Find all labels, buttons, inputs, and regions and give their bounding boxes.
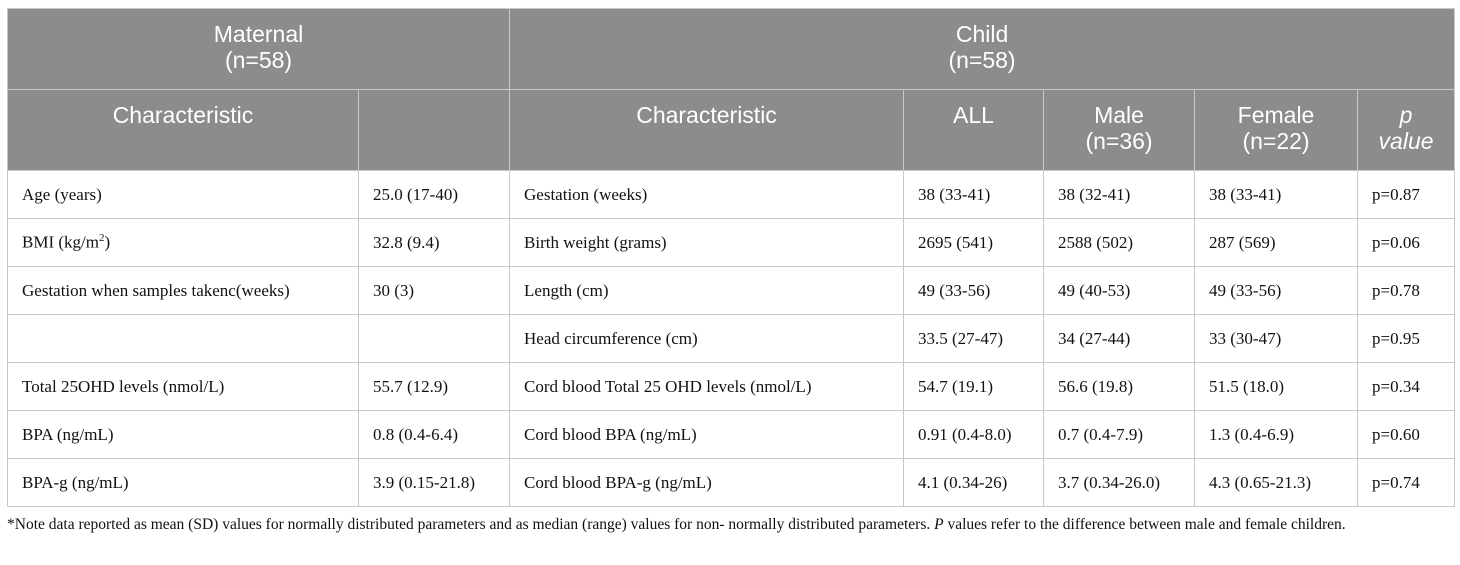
female-value-cell-text: 287 (569) bbox=[1209, 232, 1276, 252]
p-value-header-p: p bbox=[1399, 102, 1413, 128]
child-characteristic-header: Characteristic bbox=[510, 90, 904, 171]
maternal-value-cell-text: 55.7 (12.9) bbox=[373, 376, 449, 396]
male-value-cell bbox=[1044, 315, 1195, 363]
maternal-value-cell-text: 0.8 (0.4-6.4) bbox=[373, 424, 458, 444]
child-characteristic-cell bbox=[510, 459, 904, 507]
all-value-cell-text: 33.5 (27-47) bbox=[918, 328, 1003, 348]
table-row bbox=[8, 363, 1455, 411]
female-value-cell-text: 4.3 (0.65-21.3) bbox=[1209, 472, 1311, 492]
child-characteristic-cell-text: Length (cm) bbox=[524, 280, 609, 300]
maternal-value-cell-text: 25.0 (17-40) bbox=[373, 184, 458, 204]
child-characteristic-cell bbox=[510, 315, 904, 363]
male-value-cell bbox=[1044, 267, 1195, 315]
p-value-cell-text: p=0.78 bbox=[1372, 280, 1420, 300]
male-value-cell-text: 56.6 (19.8) bbox=[1058, 376, 1134, 396]
p-value-cell-text: p=0.60 bbox=[1372, 424, 1420, 444]
characteristics-table bbox=[7, 8, 1455, 507]
male-value-cell bbox=[1044, 219, 1195, 267]
table-body bbox=[8, 171, 1455, 507]
female-value-cell-text: 1.3 (0.4-6.9) bbox=[1209, 424, 1294, 444]
maternal-characteristic-cell-text: BPA (ng/mL) bbox=[22, 424, 114, 444]
maternal-value-cell bbox=[359, 171, 510, 219]
p-value-cell-text: p=0.87 bbox=[1372, 184, 1420, 204]
all-value-cell bbox=[904, 171, 1044, 219]
all-value-cell bbox=[904, 267, 1044, 315]
maternal-characteristic-cell-text: Age (years) bbox=[22, 184, 102, 204]
child-characteristic-cell-text: Cord blood Total 25 OHD levels (nmol/L) bbox=[524, 376, 812, 396]
p-value-cell bbox=[1358, 363, 1455, 411]
superscript: 2 bbox=[98, 232, 105, 245]
child-characteristic-cell-text: Gestation (weeks) bbox=[524, 184, 648, 204]
child-characteristic-cell bbox=[510, 411, 904, 459]
child-group-header bbox=[510, 9, 1455, 90]
male-value-cell bbox=[1044, 363, 1195, 411]
female-value-cell-text: 49 (33-56) bbox=[1209, 280, 1282, 300]
p-value-cell-text: p=0.06 bbox=[1372, 232, 1420, 252]
p-value-header-value: value bbox=[1378, 128, 1434, 154]
p-value-cell bbox=[1358, 411, 1455, 459]
table-row bbox=[8, 171, 1455, 219]
female-header bbox=[1195, 90, 1358, 171]
p-value-cell-text: p=0.34 bbox=[1372, 376, 1420, 396]
maternal-characteristic-cell bbox=[8, 363, 359, 411]
all-value-cell bbox=[904, 219, 1044, 267]
all-value-cell-text: 2695 (541) bbox=[918, 232, 994, 252]
female-value-cell bbox=[1195, 411, 1358, 459]
p-value-cell bbox=[1358, 315, 1455, 363]
all-value-cell bbox=[904, 411, 1044, 459]
child-characteristic-cell bbox=[510, 219, 904, 267]
female-value-cell bbox=[1195, 171, 1358, 219]
male-header-label: Male bbox=[1094, 102, 1144, 128]
footnote-text-end: values refer to the difference between male and female children. bbox=[943, 516, 1346, 533]
male-value-cell-text: 3.7 (0.34-26.0) bbox=[1058, 472, 1160, 492]
child-characteristic-cell-text: Cord blood BPA-g (ng/mL) bbox=[524, 472, 712, 492]
maternal-value-cell bbox=[359, 219, 510, 267]
all-value-cell-text: 0.91 (0.4-8.0) bbox=[918, 424, 1012, 444]
footnote bbox=[7, 515, 1455, 535]
male-value-cell bbox=[1044, 459, 1195, 507]
maternal-characteristic-cell-text: BMI (kg/m bbox=[22, 232, 99, 252]
maternal-characteristic-cell bbox=[8, 315, 359, 363]
maternal-value-cell-text: 3.9 (0.15-21.8) bbox=[373, 472, 475, 492]
female-header-label: Female bbox=[1237, 102, 1315, 128]
female-value-cell-text: 33 (30-47) bbox=[1209, 328, 1282, 348]
footnote-text: *Note data reported as mean (SD) values for normally distributed parameters and as median (range) values for non- normally distributed parameters. bbox=[7, 516, 935, 533]
female-value-cell bbox=[1195, 315, 1358, 363]
maternal-value-cell bbox=[359, 411, 510, 459]
all-value-cell-text: 4.1 (0.34-26) bbox=[918, 472, 1008, 492]
maternal-value-cell-text: 30 (3) bbox=[373, 280, 415, 300]
maternal-group-count: (n=58) bbox=[224, 47, 293, 73]
male-value-cell bbox=[1044, 411, 1195, 459]
table-row bbox=[8, 411, 1455, 459]
female-value-cell bbox=[1195, 267, 1358, 315]
maternal-value-cell bbox=[359, 363, 510, 411]
all-value-cell bbox=[904, 459, 1044, 507]
maternal-value-header bbox=[359, 90, 510, 171]
child-characteristic-cell-text: Head circumference (cm) bbox=[524, 328, 698, 348]
maternal-group-header bbox=[8, 9, 510, 90]
child-characteristic-cell-text: Birth weight (grams) bbox=[524, 232, 667, 252]
maternal-value-cell-text: 32.8 (9.4) bbox=[373, 232, 440, 252]
table-row bbox=[8, 267, 1455, 315]
footnote-italic-p: P bbox=[934, 516, 944, 533]
child-characteristic-cell bbox=[510, 171, 904, 219]
child-group-count: (n=58) bbox=[948, 47, 1016, 73]
maternal-characteristic-cell bbox=[8, 459, 359, 507]
all-value-cell bbox=[904, 363, 1044, 411]
child-characteristic-cell-text: Cord blood BPA (ng/mL) bbox=[524, 424, 697, 444]
maternal-characteristic-cell bbox=[8, 267, 359, 315]
female-value-cell bbox=[1195, 459, 1358, 507]
male-value-cell-text: 2588 (502) bbox=[1058, 232, 1134, 252]
female-value-cell bbox=[1195, 363, 1358, 411]
child-group-title: Child bbox=[955, 21, 1009, 47]
p-value-cell-text: p=0.74 bbox=[1372, 472, 1420, 492]
female-header-count: (n=22) bbox=[1242, 128, 1310, 154]
maternal-characteristic-cell-text: Gestation when samples takenc(weeks) bbox=[22, 280, 290, 300]
p-value-cell bbox=[1358, 219, 1455, 267]
female-value-cell-text: 51.5 (18.0) bbox=[1209, 376, 1285, 396]
p-value-cell bbox=[1358, 171, 1455, 219]
p-value-cell-text: p=0.95 bbox=[1372, 328, 1420, 348]
maternal-group-title: Maternal bbox=[213, 21, 304, 47]
table-row bbox=[8, 315, 1455, 363]
maternal-characteristic-cell bbox=[8, 219, 359, 267]
all-value-cell-text: 54.7 (19.1) bbox=[918, 376, 994, 396]
male-value-cell-text: 0.7 (0.4-7.9) bbox=[1058, 424, 1143, 444]
maternal-value-cell bbox=[359, 267, 510, 315]
all-value-cell-text: 49 (33-56) bbox=[918, 280, 991, 300]
maternal-characteristic-cell bbox=[8, 411, 359, 459]
table-row bbox=[8, 459, 1455, 507]
table-row bbox=[8, 219, 1455, 267]
child-characteristic-cell bbox=[510, 267, 904, 315]
maternal-value-cell bbox=[359, 315, 510, 363]
all-value-cell bbox=[904, 315, 1044, 363]
child-characteristic-cell bbox=[510, 363, 904, 411]
male-header-count: (n=36) bbox=[1085, 128, 1153, 154]
male-value-cell bbox=[1044, 171, 1195, 219]
unit-close: ) bbox=[104, 232, 111, 252]
all-value-cell-text: 38 (33-41) bbox=[918, 184, 991, 204]
female-value-cell-text: 38 (33-41) bbox=[1209, 184, 1282, 204]
maternal-characteristic-cell-text: Total 25OHD levels (nmol/L) bbox=[22, 376, 225, 396]
p-value-cell bbox=[1358, 267, 1455, 315]
male-value-cell-text: 38 (32-41) bbox=[1058, 184, 1131, 204]
male-value-cell-text: 49 (40-53) bbox=[1058, 280, 1131, 300]
p-value-header bbox=[1358, 90, 1455, 171]
p-value-cell bbox=[1358, 459, 1455, 507]
male-header bbox=[1044, 90, 1195, 171]
maternal-characteristic-cell-text: BPA-g (ng/mL) bbox=[22, 472, 129, 492]
female-value-cell bbox=[1195, 219, 1358, 267]
male-value-cell-text: 34 (27-44) bbox=[1058, 328, 1131, 348]
all-header: ALL bbox=[904, 90, 1044, 171]
maternal-value-cell bbox=[359, 459, 510, 507]
maternal-characteristic-header: Characteristic bbox=[8, 90, 359, 171]
maternal-characteristic-cell bbox=[8, 171, 359, 219]
